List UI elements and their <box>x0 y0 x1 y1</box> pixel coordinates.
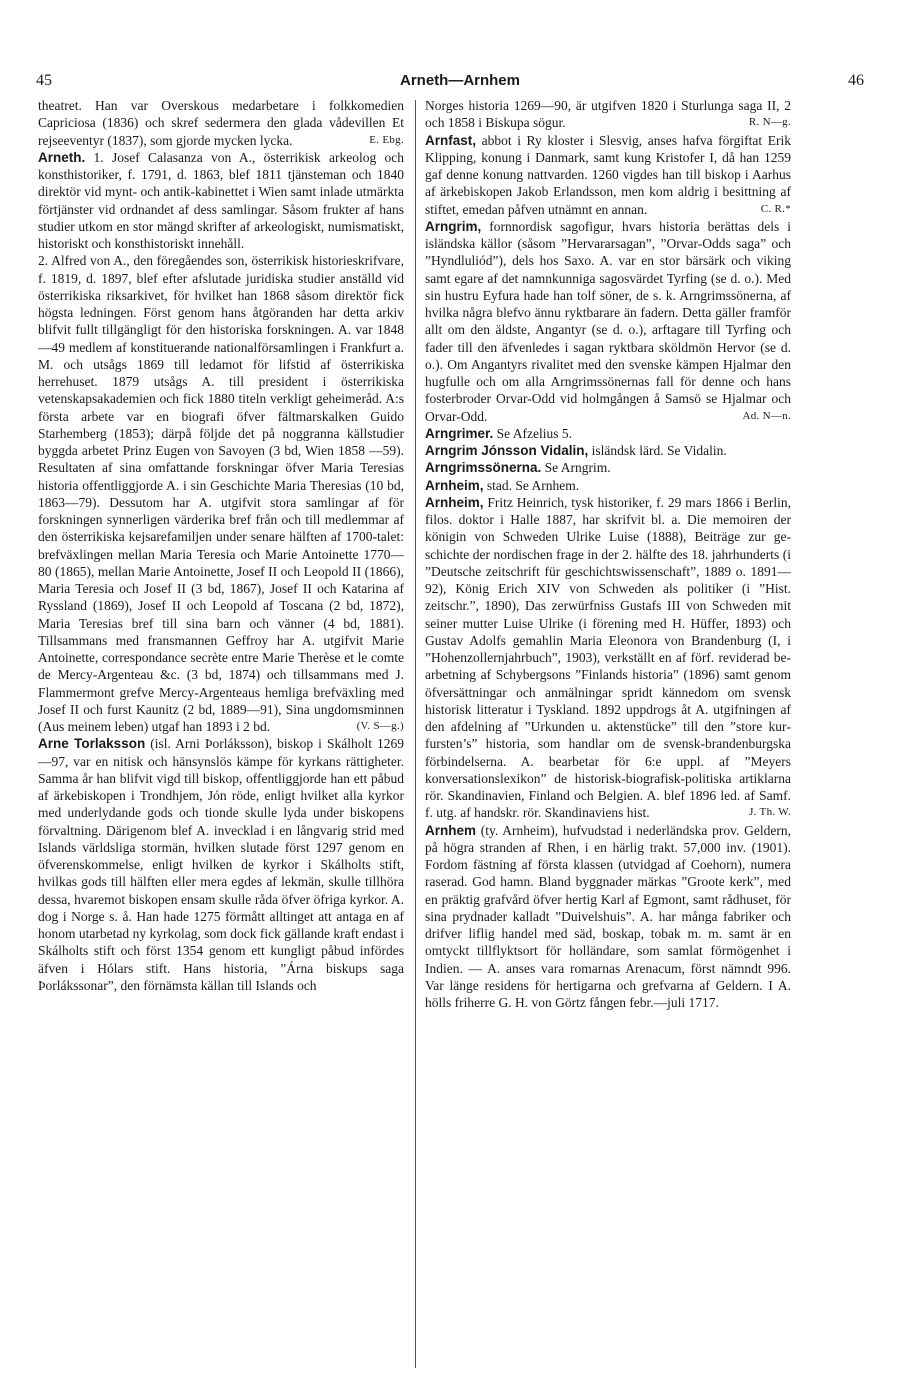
entry-arngrim-vidalin <box>425 442 791 459</box>
entry-text: stad. Se Arnhem. <box>483 477 580 493</box>
entry-text: Se Arngrim. <box>541 460 611 476</box>
author-signature: J. Th. W. <box>749 806 791 819</box>
column-divider <box>415 100 416 1368</box>
entry-headword: Arneth. <box>38 149 86 165</box>
entry-text: abbot i Ry kloster i Slesvig, anses hafva förgiftat Erik Klipping, konung i Danmark, samt kung Kristofer I, då han 1259 gaf denne konung nattvarden. 1260 vigdes han till biskop i Aarhus af ärkebiskopen Jakob Erlandsson, men kom aldrig i besittning af stiftet, emedan påfven utnämnt en annan. <box>425 132 791 217</box>
entry-text: (ty. Arnheim), hufvudstad i nederländska prov. Geldern, på högra stranden af Rhen, i en härlig trakt. 57,000 inv. (1901). Fordom fästning af första klassen (utvidgad af Coehorn), numera raserad. God hamn. Bland byggnader märkas ”Groote kerk”, med en präktig grafvård öfver hertig Karl af Egmont, samt rådhuset, för sina prydnader kalladt ”Duivelshuis”. A. har många fabriker och drifver liflig handel med säd, boskap, tobak m. m. samt är en omtyckt tillflyktsort för holländare, som samlat förmögenhet i Indien. — A. anses vara romarnas Arenacum, först nämndt 996. Var länge residens för hertigarna och grefvarna af Geldern. I A. hölls friherre G. H. von Görtz fången febr.—juli 1717. <box>425 822 791 1010</box>
entry-text: Se Afzelius 5. <box>493 425 573 441</box>
entry-headword: Arnfast, <box>425 132 477 148</box>
page-header <box>0 70 920 96</box>
entry-text: 2. Alfred von A., den föregåendes son, österrikisk historieskrifvare, f. 1819, d. 1897, blef efter afslutade juridiska studier anställd vid österrikiska riksarkivet, för hvilket han 1868 såsom direktör fick högsta ledningen. Först genom hans åtgöranden har detta arkiv blifvit fullt tillgängligt för den historiska forskningen. A. var 1848—49 medlem af konstituerande nationalförsamlingen i Frankfurt a. M. och utsågs 1869 till ledamot för lifstid af österrikiska herrehuset. 1879 utsågs A. till president i österrikiska vetenskapsakademien och fick 1880 titeln verkligt geheimeråd. A:s första arbete var en biografi öfver fältmarskalken Guido Starhemberg (1853); därpå följde det på noggranna källstudier byggda arbetet Prinz Eugen von Savoyen (3 bd, Wien 1858 —59). Resultaten af sina omfattande forskningar öfver Maria Teresias historia offentliggjorde A. i sin Geschichte Maria Theresias (10 bd, 1863—79). Dessutom har A. utgifvit stora samlingar af för forskningen synnerligen värderika bref från och till medlemmar af den österrikiska kejsarefamiljen under senare hälften af 1700-talet: brefväxlingen mellan Maria Teresia och Marie Antoinette 1770—80 (1865), mellan Marie Antoinette, Josef II och Leopold II (1866), Maria Teresia och Josef II (3 bd, 1867), Josef II och Katarina af Ryssland (1869), Josef II och Leopold af Toscana (2 bd, 1872), Maria Teresias bref till sina barn och vänner (4 bd, 1881). Tillsammans med fransmannen Geffroy har A. utgifvit Marie Antoinette, correspondance secrète entre Marie Therèse et le comte de Mercy-Argenteau &c. (3 bd, 1874) och tillsammans med J. Flammermont grefve Mercy-Argenteaus hemliga brefväxling med Josef II och furst Kaunitz (2 bd, 1889—91), Sina ungdomsminnen (Aus meinem leben) utgaf han 1893 i 2 bd. <box>38 253 404 734</box>
author-signature: C. R.* <box>760 202 791 215</box>
entry-headword: Arngrim, <box>425 218 482 234</box>
entry-arngrimssonerna <box>425 459 791 476</box>
entry-headword: Arngrimssönerna. <box>425 460 542 476</box>
entry-continuation <box>425 97 791 132</box>
entry-headword: Arngrim Jónsson Vidalin, <box>425 443 589 458</box>
entry-arnhem <box>425 822 791 1012</box>
entry-headword: Arngrimer. <box>425 425 494 441</box>
author-signature: E. Ebg. <box>369 133 404 146</box>
running-head: Arneth—Arnhem <box>399 72 520 89</box>
author-signature: R. N—g. <box>748 116 791 129</box>
entry-arnfast <box>425 132 791 218</box>
entry-arnheim-fritz <box>425 494 791 822</box>
author-signature: (V. S—g.) <box>356 720 404 732</box>
entry-arneth-2 <box>38 252 404 735</box>
author-signature: Ad. N—n. <box>742 409 791 422</box>
page-number-left: 45 <box>36 72 52 89</box>
left-column <box>38 97 404 994</box>
entry-headword: Arne Torlaksson <box>38 736 146 752</box>
entry-arngrim <box>425 218 791 425</box>
entry-headword: Arnheim, <box>425 477 484 493</box>
entry-text: isländsk lärd. Se Vidalin. <box>588 443 727 458</box>
entry-text: theatret. Han var Overskous medarbetare i folkkomedien Capriciosa (1836) och skref sedermera den glada vådevillen Et rejseeventyr (1837), som gjorde mycken lycka. <box>38 98 404 148</box>
entry-text: Norges historia 1269—90, är utgifven 1820 i Sturlunga saga II, 2 och 1858 i Biskupa sögur. <box>425 98 791 131</box>
entry-headword: Arnheim, <box>425 494 484 510</box>
entry-arnheim-stad <box>425 477 791 494</box>
right-column <box>425 97 791 1011</box>
entry-text: (isl. Arni Þorláksson), biskop i Skálholt 1269—97, var en nitisk och hänsynslös kämpe för kyrkans rättigheter. Samma år han blifvit vigd till biskop, offentliggjorde han ett påbud af ärkebiskopen i Trondhjem, Jón röde, enligt hvilket alla kyrkor med underlydande gods och tionde skulle lyda under biskopens förvaltning. Därigenom blef A. invecklad i en långvarig strid med Islands världsliga stormän, hvilken slutade först 1297 genom en öfverenskommelse, enligt hvilken de kyrkor i Skálholts stift, hvilkas gods till hälften eller mera egdes af lekmän, skulle tillhöra dessa, hvaremot biskopen ensam skulle råda öfver öfriga kyrkor. A. dog i Norge s. å. Han hade 1275 förmått alltinget att antaga en af honom utarbetad ny kyrkolag, som dock fick gällande kraft endast i Skálholts stift och först 1354 genom ett kungligt påbud infördes äfven i Hólars stift. Hans historia, ”Árna biskups saga Þorlákssonar”, den förnämsta källan till Islands och <box>38 736 404 993</box>
entry-text: fornnordisk sagofigur, hvars historia berättas dels i isländska källor (såsom ”Hervararsagan”, ”Orvar-Odds saga” och ”Hyndluliód”), dels hos Saxo. A. var en stor bärsärk och viking samt egare af det namnkunniga sagosvärdet Tyrfing (se d. o.). Med sin hustru Eyfura hade han tolf söner, de s. k. Arngrimssönerna, af hvilka några blefvo ännu ryktbarare än fadern. Detta gäller framför allt om den äldste, Angantyr (se d. o.), arftagare till Tyrfing och fader till den äfvenledes i sagan ryktbara sköldmön Hervor (se d. o.). Om Angantyrs rivalitet med den svenske kämpen Hjalmar den hugfulle och om alla Arngrimssönernas fall för denne och hans fosterbroder Orvar-Odd vid holmgången å Samsö se Hjalmar och Orvar-Odd. <box>425 218 791 424</box>
entry-text: Fritz Heinrich, tysk historiker, f. 29 mars 1866 i Berlin, filos. doktor i Halle 1887, har skrifvit bl. a. Die memoiren der königin von Schweden Ulrike Luise (1888), Beiträge zur geschichte der nordischen frage in der 2. hälfte des 18. jahrhunderts (i ”Deutsche zeitschrift für geschichtswissenschaft”, 1889 o. 1891—92), König Erich XIV von Schweden als politiker (i ”Hist. zeitschr.”, 1890), Das zerwürfniss Gustafs III von Schweden mit seiner mutter Luise Ulrike (i förening med H. Hüffer, 1893) och Gustav Adolfs gemahlin Maria Eleonora von Brandenburg (I, i ”Hohenzollernjahrbuch”, 1903), verkställt en af förf. reviderad bearbetning af Schybergsons ”Finlands historia” (1896) samt genom öfversättningar och anmälningar spridt kännedom om svensk historisk litteratur i Tyskland. 1892 uppdrogs åt A. utgifningen af den afdelning af ”Urkunden u. aktenstücke” till den ”store kurfursten’s” historia, som handlar om de svensk-brandenburgska förbindelserna. A. bearbetar för 6:e uppl. af ”Meyers konversationslexikon” de historisk-biografisk-politiska artiklarna rör. Skandinavien, Finland och Belgien. A. blef 1896 led. af Samf. f. utg. af handskr. rör. Skandinaviens hist. <box>425 494 791 821</box>
entry-text: 1. Josef Calasanza von A., österrikisk arkeolog och konsthistoriker, f. 1791, d. 1863, blef 1811 tjänsteman och 1840 direktör vid mynt- och antik-kabinettet i Wien samt inlade utmärkta förtjänster vid ordnandet af dess samlingar. Såsom frukter af hans studier utkom en stor mängd skrifter af arkeologiskt, numismatiskt, historiskt och konsthistoriskt innehåll. <box>38 149 404 251</box>
entry-arne-torlaksson <box>38 735 404 994</box>
entry-headword: Arnhem <box>425 822 477 838</box>
entry-arngrimer <box>425 425 791 442</box>
page-number-right: 46 <box>848 72 864 89</box>
entry-continuation <box>38 97 404 149</box>
entry-arneth <box>38 149 404 253</box>
